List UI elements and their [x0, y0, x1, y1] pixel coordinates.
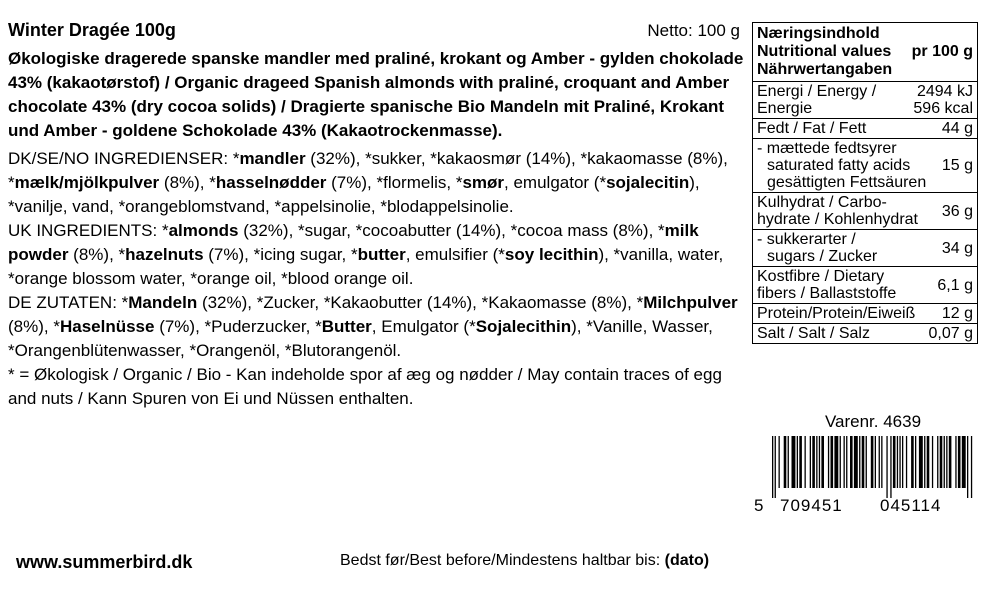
ingredients-english [8, 219, 750, 291]
best-before [340, 552, 709, 570]
barcode-bar [875, 436, 876, 488]
nutrition-row [753, 119, 977, 139]
ingredient-text: (32%), *sugar, *cocoabutter (14%), *cocoa mass (8%), * [238, 221, 665, 240]
nutrition-value: 34 g [941, 239, 973, 257]
barcode-bar [846, 436, 847, 488]
nutrition-table [752, 22, 978, 344]
barcode-bar [792, 436, 796, 488]
barcode-digit-first: 5 [754, 496, 764, 515]
organic-allergen-note: * = Økologisk / Organic / Bio - Kan indeholde spor af æg og nødder / May contain traces of egg and nuts / Kann Spuren von Ei und Nüssen enthalten. [8, 365, 722, 408]
barcode-bar [946, 436, 947, 488]
nutrition-row [753, 267, 977, 304]
barcode-bar [775, 436, 776, 498]
barcode-bar [955, 436, 956, 488]
barcode-bar [932, 436, 933, 488]
barcode-bar [810, 436, 811, 488]
nutrition-label: Kostfibre / Dietary fibers / Ballaststoffe [757, 268, 897, 302]
barcode-bar [850, 436, 853, 488]
barcode-bar [940, 436, 943, 488]
ingredient-text: ), *vanilla, water, *orange blossom water, *orange oil, *blood orange oil. [8, 245, 724, 288]
ingredient-allergen: milk powder [8, 221, 699, 264]
barcode-bar [915, 436, 916, 488]
nutrition-value: 15 g [941, 157, 973, 174]
ingredient-allergen: hasselnødder [215, 173, 327, 192]
best-before-value: (dato) [664, 552, 710, 569]
ingredient-text: (32%), *sukker, *kakaosmør (14%), *kakaomasse (8%), * [8, 149, 728, 192]
barcode-bar [944, 436, 945, 488]
product-description: Økologiske dragerede spanske mandler med praliné, krokant og Amber - gylden chokolade 43% (kakaotørstof) / Organic drageed Spanish almonds with praliné, croquant and Amber chocolate 43% (dry cocoa solids) / Dragierte spanische Bio Mandeln mit Praliné, Krokant und Amber - goldene Schokolade 43% (Kakaotrockenmasse). [8, 49, 744, 140]
nutrition-row [753, 193, 977, 230]
nutrition-header-line: Nutritional values [757, 43, 892, 60]
nutrition-header [753, 23, 977, 82]
nutrition-label: Kulhydrat / Carbo- hydrate / Kohlenhydrat [757, 194, 918, 228]
barcode-bar [958, 436, 961, 488]
barcode-bar [831, 436, 834, 488]
barcode-digits-right: 045114 [880, 496, 942, 515]
ingredient-text: , Emulgator (* [371, 317, 476, 336]
barcode-bar [821, 436, 824, 488]
ingredient-text: DE ZUTATEN: * [8, 293, 129, 312]
ingredient-text: , emulgator (* [504, 173, 607, 192]
nutrition-row [753, 324, 977, 343]
barcode-bar [866, 436, 867, 488]
barcode-bar [881, 436, 882, 488]
barcode-bar [828, 436, 829, 488]
title-row [8, 20, 750, 41]
barcode-bar [967, 436, 968, 498]
barcode-bar [844, 436, 845, 488]
barcode-bar [779, 436, 780, 488]
label-text-area [8, 20, 750, 411]
barcode-bar [911, 436, 914, 488]
item-number: Varenr. 4639 [824, 412, 922, 431]
nutrition-rows [753, 82, 977, 343]
nutrition-row [753, 139, 977, 193]
barcode-bar [859, 436, 860, 488]
ingredients-block [8, 147, 750, 411]
barcode-digits-left: 709451 [780, 496, 843, 515]
barcode-bar [919, 436, 923, 488]
barcode-image [750, 436, 976, 498]
barcode-bar [937, 436, 938, 488]
barcode-area [750, 412, 976, 518]
barcode-bar [799, 436, 802, 488]
barcode-bar [788, 436, 789, 488]
ingredients-danish [8, 147, 750, 219]
barcode-bar [840, 436, 841, 488]
ingredient-allergen: soy lecithin [504, 245, 599, 264]
barcode-bar [962, 436, 966, 488]
barcode-bar [890, 436, 891, 498]
nutrition-label: - sukkerarter / sugars / Zucker [757, 231, 878, 265]
product-title: Winter Dragée 100g [8, 20, 176, 40]
best-before-label: Bedst før/Best before/Mindestens haltbar bis: [340, 552, 661, 569]
nutrition-row [753, 82, 977, 119]
barcode-bar [899, 436, 900, 488]
barcode-bar [805, 436, 806, 488]
barcode-bar [893, 436, 896, 488]
ingredient-allergen: almonds [168, 221, 239, 240]
nutrition-row [753, 304, 977, 324]
ingredient-allergen: Milchpulver [643, 293, 738, 312]
barcode-bar [902, 436, 903, 488]
nutrition-value: 12 g [941, 305, 973, 322]
barcode-bar [816, 436, 817, 488]
net-weight: Netto: 100 g [647, 21, 740, 40]
barcode-bar [834, 436, 838, 488]
ingredient-text: (32%), *Zucker, *Kakaobutter (14%), *Kakaomasse (8%), * [197, 293, 644, 312]
ingredient-allergen: sojalecitin [606, 173, 690, 192]
barcode-bar [971, 436, 972, 498]
nutrition-value: 6,1 g [937, 276, 973, 294]
ingredient-text: (8%), * [159, 173, 216, 192]
nutrition-row [753, 230, 977, 267]
barcode-bar [812, 436, 815, 488]
barcode-bar [797, 436, 798, 488]
barcode-bar [897, 436, 898, 488]
ingredient-allergen: mandler [239, 149, 306, 168]
ingredient-text: (8%), * [8, 317, 60, 336]
barcode-bar [924, 436, 925, 488]
ingredient-text: (7%), *icing sugar, * [203, 245, 358, 264]
ingredient-allergen: Mandeln [128, 293, 198, 312]
nutrition-label: - mættede fedtsyrer saturated fatty acids gesättigten Fettsäuren [757, 140, 927, 191]
ingredient-allergen: hazelnuts [125, 245, 204, 264]
ingredient-allergen: butter [357, 245, 406, 264]
ingredient-allergen: Haselnüsse [59, 317, 155, 336]
ingredient-allergen: mælk/mjölkpulver [14, 173, 160, 192]
barcode-bar [854, 436, 858, 488]
ingredient-text: , emulsifier (* [405, 245, 505, 264]
nutrition-label: Protein/Protein/Eiweiß [757, 305, 916, 322]
barcode-digits [750, 498, 976, 518]
barcode-bar [784, 436, 787, 488]
barcode-bar [819, 436, 820, 488]
barcode-bar [906, 436, 907, 488]
barcode-bar [949, 436, 952, 488]
ingredient-allergen: smør [462, 173, 505, 192]
ingredient-text: DK/SE/NO INGREDIENSER: * [8, 149, 240, 168]
nutrition-per-100g: pr 100 g [911, 43, 973, 60]
nutrition-value: 36 g [941, 202, 973, 220]
ingredient-allergen: Butter [321, 317, 372, 336]
nutrition-header-line: Næringsindhold [757, 25, 880, 42]
ingredient-text: ), *Vanille, Wasser, *Orangenblütenwasser, *Orangenöl, *Blutorangenöl. [8, 317, 713, 360]
barcode-bar [871, 436, 874, 488]
barcode-bar [862, 436, 865, 488]
nutrition-value: 44 g [941, 120, 973, 137]
nutrition-header-label [757, 25, 892, 79]
nutrition-label: Salt / Salt / Salz [757, 325, 870, 342]
ingredients-german [8, 291, 750, 363]
barcode-bar [879, 436, 880, 488]
ingredient-text: UK INGREDIENTS: * [8, 221, 169, 240]
website-link[interactable]: www.summerbird.dk [16, 552, 193, 572]
ingredient-text: ), *vanilje, vand, *orangeblomstvand, *appelsinolie, *blodappelsinolie. [8, 173, 700, 216]
ingredient-text: (7%), *flormelis, * [326, 173, 463, 192]
nutrition-value: 2494 kJ 596 kcal [913, 83, 973, 117]
nutrition-label: Fedt / Fat / Fett [757, 120, 867, 137]
nutrition-header-line: Nährwertangaben [757, 61, 893, 78]
barcode-bar [927, 436, 930, 488]
ingredient-allergen: Sojalecithin [475, 317, 572, 336]
ingredient-text: (7%), *Puderzucker, * [154, 317, 322, 336]
barcode-bar [886, 436, 887, 498]
barcode-bar [772, 436, 773, 498]
ingredient-text: (8%), * [68, 245, 126, 264]
nutrition-label: Energi / Energy / Energie [757, 83, 877, 117]
nutrition-value: 0,07 g [928, 325, 973, 342]
